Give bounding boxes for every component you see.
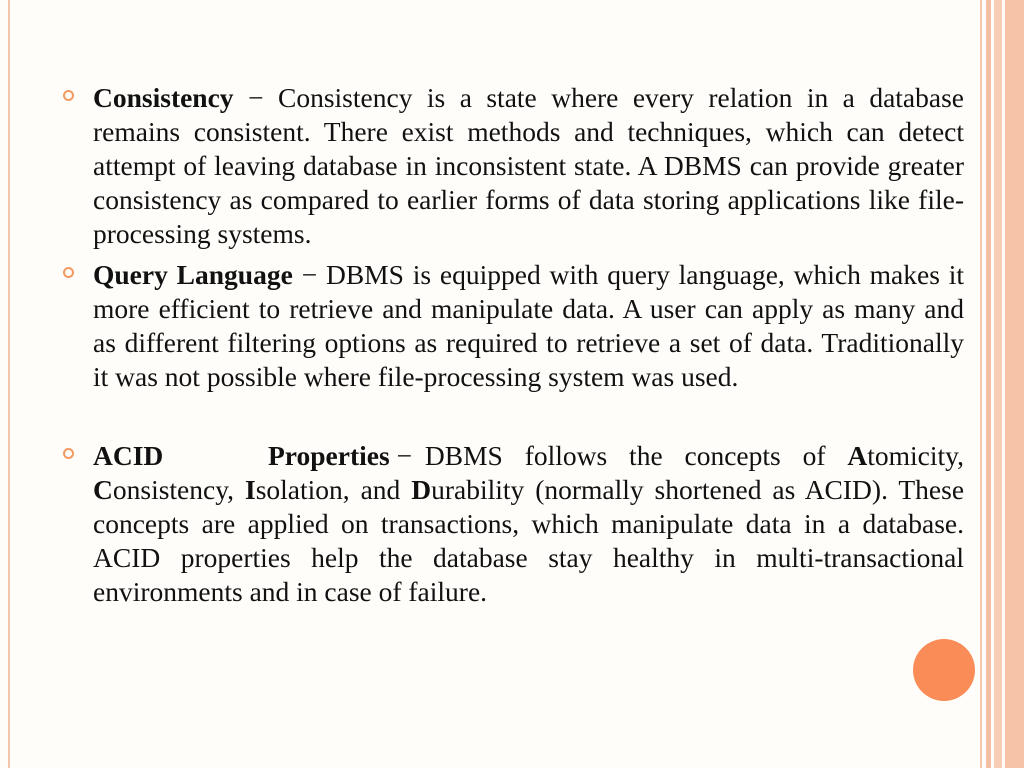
right-border-stripe [980,0,982,768]
bullet-term-word: Properties [268,440,390,471]
bullet-term-word: ACID [93,440,164,471]
slide-body [62,81,964,609]
bullet-text: DBMS is equipped with query language, which makes it more efficient to retrieve and manipulate data. A user can apply as many and as different filtering options as required to retrieve a set of data. Traditionally it was not possible where file-processing system was used. [93,259,964,392]
acid-term [93,439,413,473]
bullet-paragraph [93,258,964,394]
term-separator: − [292,259,326,290]
right-border-stripe [994,0,1002,768]
acronym-letter: I [244,474,256,505]
left-border-line [8,0,10,768]
acronym-letter: D [411,474,432,505]
bullet-item-query-language [62,258,964,394]
term-separator: − [389,440,413,471]
bullet-term: Query Language [93,259,293,290]
circle-bullet-icon [63,90,74,101]
circle-bullet-icon [63,267,74,278]
bullet-text: (normally shortened as ACID). These concepts are applied on transactions, which manipulate data in a database. ACID properties help the database stay healthy in multi-transactional environments and in case of failure. [93,474,965,607]
acronym-rest: solation, [255,474,350,505]
bullet-paragraph [93,81,964,251]
acronym-rest: tomicity, [867,440,965,471]
term-separator: − [233,82,278,113]
bullet-intro: DBMS follows the concepts of [424,440,826,471]
acronym-connector: and [360,474,401,505]
acronym-letter: C [93,474,113,505]
right-border-stripe [1005,0,1024,768]
bullet-term: Consistency [93,82,234,113]
acronym-rest: onsistency, [112,474,235,505]
acronym-rest: urability [431,474,525,505]
right-border-stripe [986,0,991,768]
bullet-item-acid-properties [62,439,964,609]
orange-circle-decoration [913,639,975,701]
acronym-letter: A [847,440,868,471]
bullet-paragraph [93,439,964,609]
bullet-text: Consistency is a state where every relation in a database remains consistent. There exist methods and techniques, which can detect attempt of leaving database in inconsistent state. A DBMS can provide greater consistency as compared to earlier forms of data storing applications like file-processing systems. [93,82,964,249]
circle-bullet-icon [63,448,74,459]
bullet-item-consistency [62,81,964,251]
